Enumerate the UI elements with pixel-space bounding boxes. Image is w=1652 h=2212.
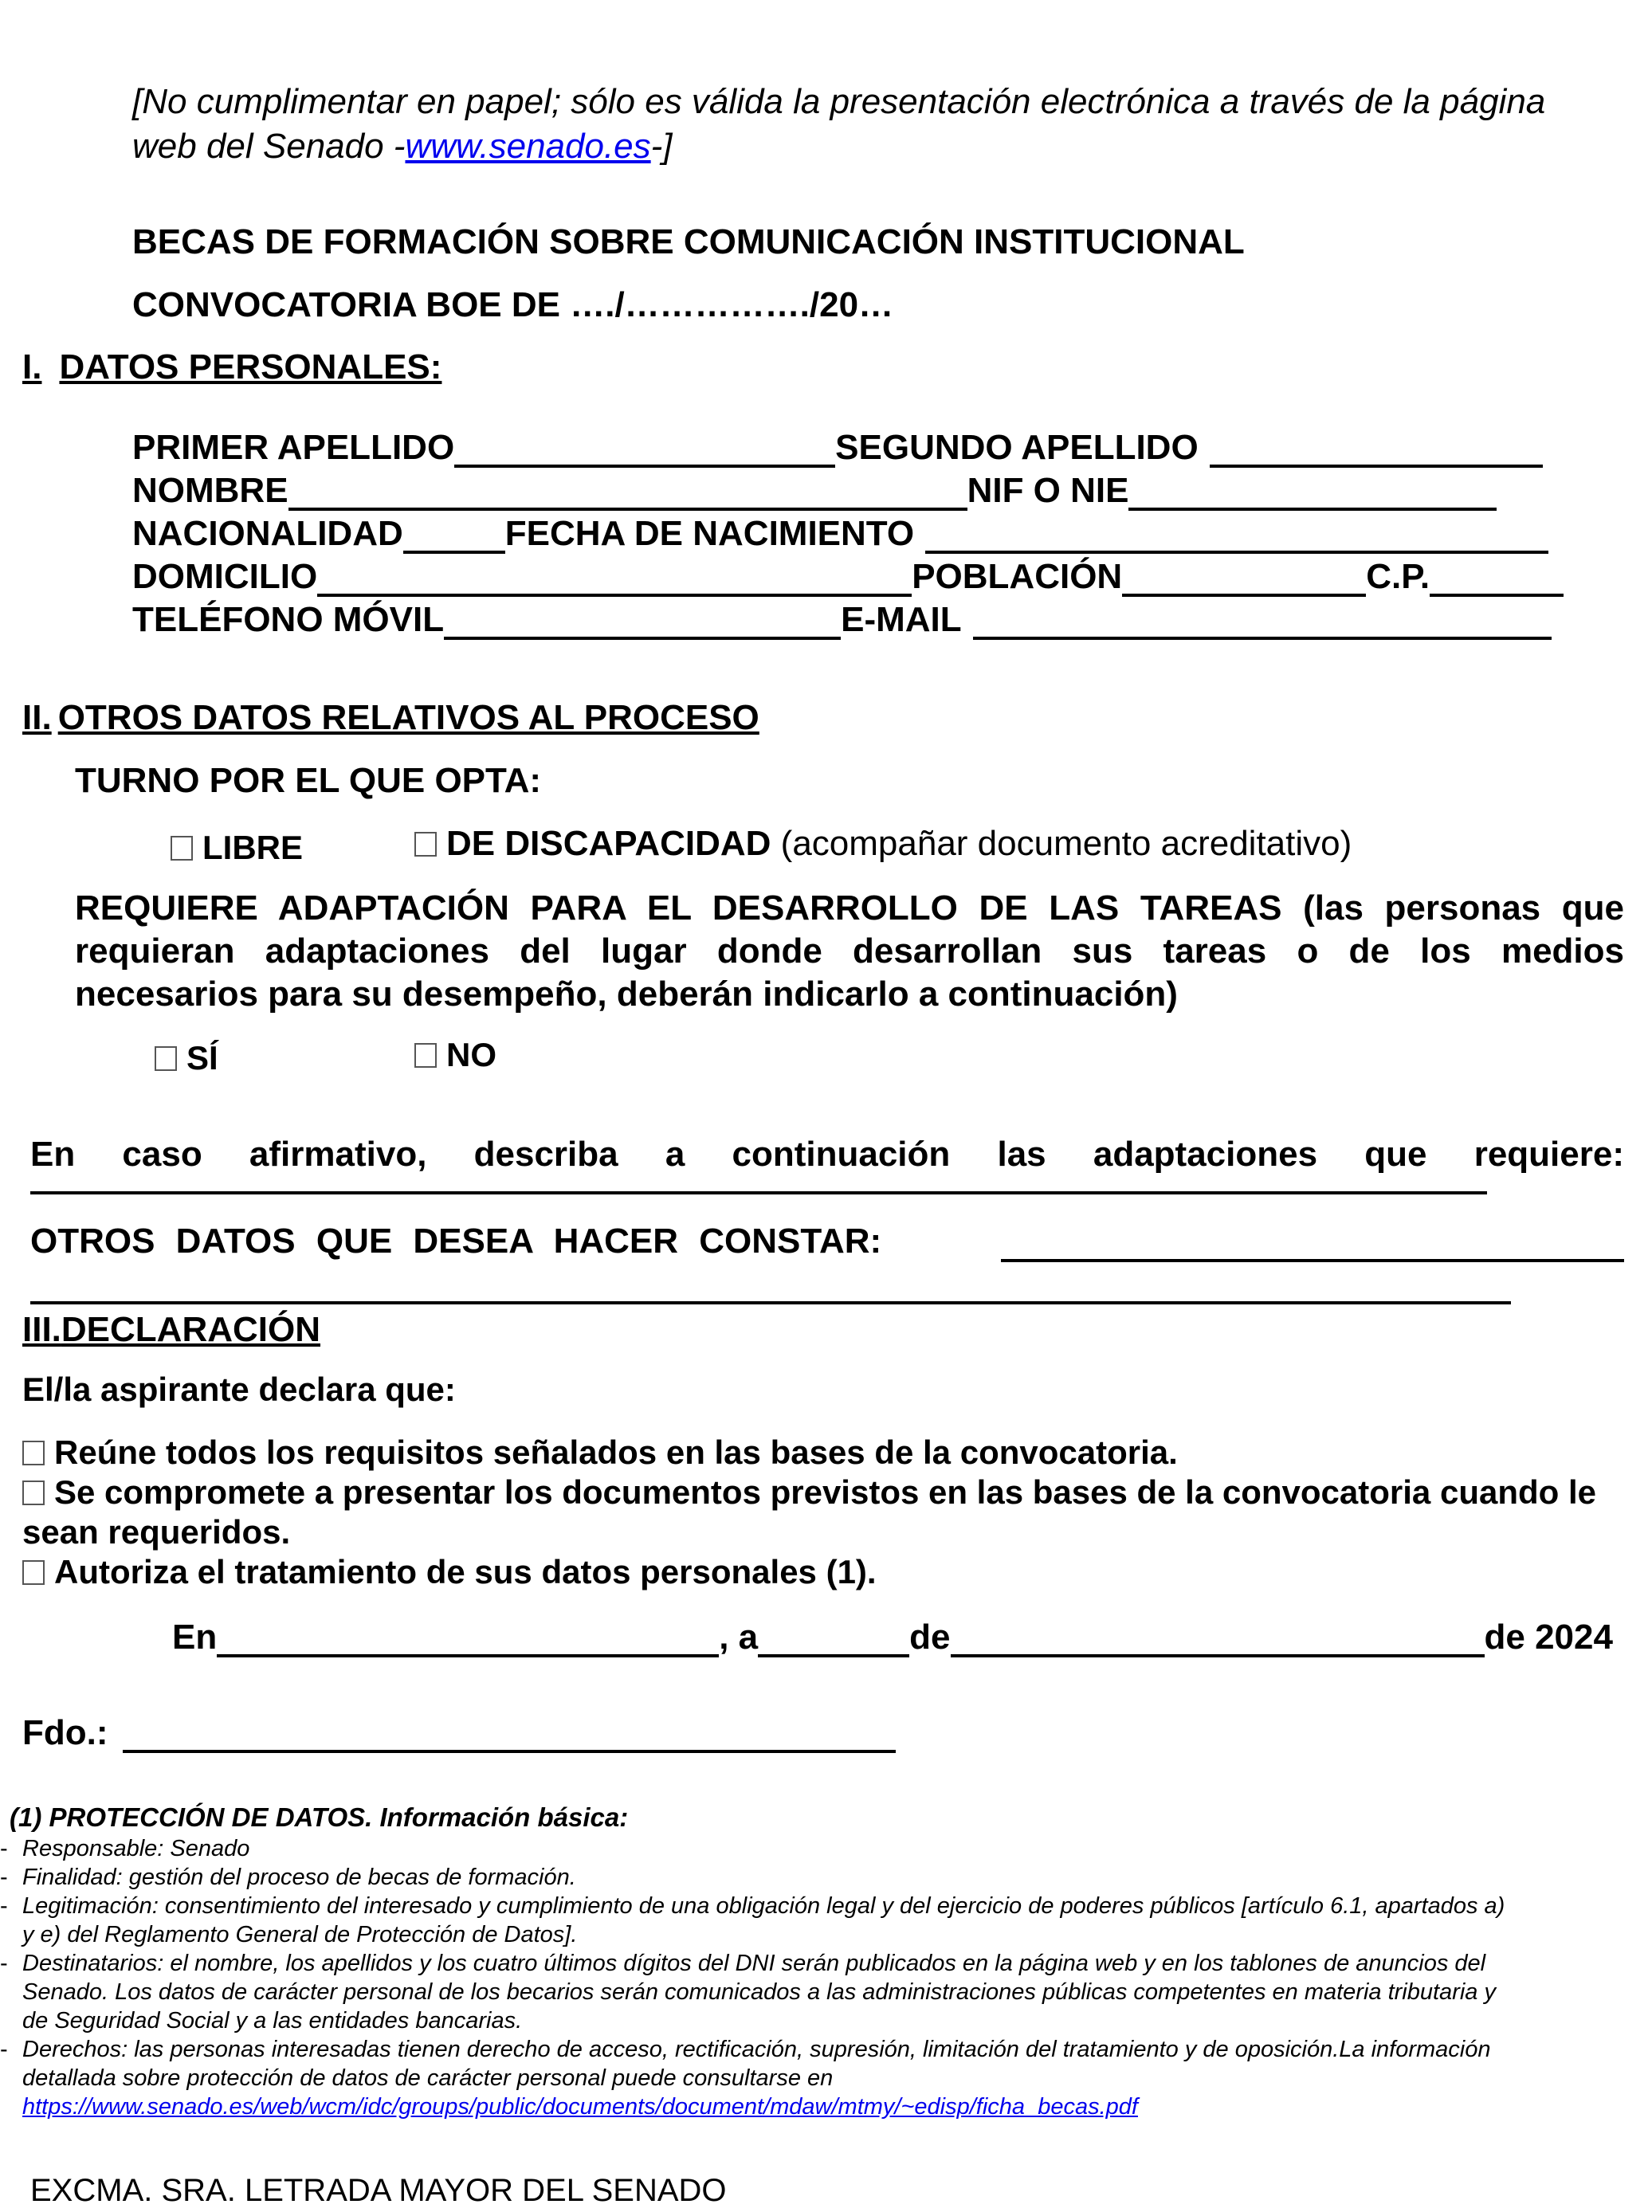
adaptacion-paragraph bbox=[75, 887, 1624, 1016]
de-year-label: de 2024 bbox=[1484, 1618, 1613, 1657]
nombre-label: NOMBRE bbox=[132, 471, 288, 510]
nacionalidad-field[interactable] bbox=[403, 520, 505, 554]
personal-data-block bbox=[132, 425, 1599, 640]
destinatarios-text-2: Senado. Los datos de carácter personal de los becarios serán comunicados a las administraciones públicas competentes en materia tributaria y bbox=[22, 1979, 1496, 2005]
responsable-text: Responsable: Senado bbox=[22, 1836, 250, 1861]
footnote-title: (1) PROTECCIÓN DE DATOS. Información básica: bbox=[10, 1802, 629, 1832]
declaracion-intro: El/la aspirante declara que: bbox=[22, 1371, 456, 1408]
otros-datos-field-2[interactable] bbox=[30, 1301, 1511, 1304]
ficha-becas-link[interactable]: https://www.senado.es/web/wcm/idc/groups/public/documents/document/mdaw/mtmy/~edisp/ficha_becas.pdf bbox=[22, 2094, 1138, 2120]
derechos-text-2: detallada sobre protección de datos de carácter personal puede consultarse en bbox=[22, 2065, 834, 2091]
si-option[interactable] bbox=[155, 1039, 218, 1077]
discapacidad-checkbox[interactable] bbox=[414, 832, 437, 857]
email-label: E-MAIL bbox=[841, 600, 962, 639]
legitimacion-text-2: y e) del Reglamento General de Protección de Datos]. bbox=[22, 1922, 578, 1947]
segundo-apellido-label: SEGUNDO APELLIDO bbox=[835, 428, 1199, 467]
firma-field[interactable] bbox=[123, 1720, 896, 1753]
intro-prefix: web del Senado - bbox=[132, 127, 406, 166]
declaracion-item-1[interactable] bbox=[22, 1433, 1648, 1473]
poblacion-field[interactable] bbox=[1122, 563, 1366, 597]
section-2-heading bbox=[22, 698, 759, 738]
libre-label: LIBRE bbox=[202, 829, 303, 866]
section-1-heading bbox=[22, 347, 441, 387]
adaptacion-line-3: necesarios para su desempeño, deberán indicarlo a continuación) bbox=[75, 975, 1178, 1014]
footnote-finalidad: - Finalidad: gestión del proceso de becas de formación. bbox=[0, 1865, 576, 1890]
intro-suffix: -] bbox=[650, 127, 673, 166]
turno-label: TURNO POR EL QUE OPTA: bbox=[75, 761, 542, 800]
poblacion-label: POBLACIÓN bbox=[912, 557, 1123, 596]
fecha-nacimiento-label: FECHA DE NACIMIENTO bbox=[504, 514, 915, 553]
discapacidad-note: (acompañar documento acreditativo) bbox=[780, 824, 1352, 863]
otros-datos-field[interactable] bbox=[1001, 1259, 1624, 1262]
section-3-number: III. bbox=[22, 1310, 61, 1349]
nombre-field[interactable] bbox=[288, 477, 967, 511]
item-1-text: Reúne todos los requisitos señalados en las bases de la convocatoria. bbox=[54, 1433, 1178, 1471]
otros-datos-label: OTROS DATOS QUE DESEA HACER CONSTAR: bbox=[30, 1222, 882, 1261]
adaptaciones-field[interactable] bbox=[30, 1191, 1487, 1194]
nacionalidad-label: NACIONALIDAD bbox=[132, 514, 403, 553]
legitimacion-text-1: Legitimación: consentimiento del interesado y cumplimiento de una obligación legal y del ejercicio de poderes públicos [artículo 6.1, apartados a) bbox=[22, 1893, 1505, 1919]
a-label: , a bbox=[719, 1618, 759, 1657]
intro-note bbox=[132, 80, 1545, 169]
destinatarios-text-1: Destinatarios: el nombre, los apellidos y los cuatro últimos dígitos del DNI serán publicados en la página web y en los tablones de anuncios del bbox=[22, 1951, 1486, 1976]
item-3-text: Autoriza el tratamiento de sus datos personales (1). bbox=[54, 1553, 877, 1590]
de-label: de bbox=[909, 1618, 951, 1657]
no-option[interactable] bbox=[414, 1036, 496, 1074]
discapacidad-label: DE DISCAPACIDAD bbox=[446, 824, 771, 863]
adaptacion-line-1: REQUIERE ADAPTACIÓN PARA EL DESARROLLO DE LAS TAREAS (las personas que bbox=[75, 888, 1624, 928]
nif-label: NIF O NIE bbox=[967, 471, 1129, 510]
fecha-nacimiento-field[interactable] bbox=[925, 520, 1548, 554]
finalidad-text: Finalidad: gestión del proceso de becas de formación. bbox=[22, 1865, 576, 1890]
dia-field[interactable] bbox=[758, 1624, 909, 1657]
intro-line-2 bbox=[132, 124, 1545, 169]
si-label: SÍ bbox=[186, 1039, 218, 1077]
cp-field[interactable] bbox=[1430, 563, 1564, 597]
libre-option[interactable] bbox=[171, 829, 303, 867]
item-3-checkbox[interactable] bbox=[22, 1560, 45, 1585]
convocatoria: CONVOCATORIA BOE DE …./……………./20… bbox=[132, 285, 894, 324]
item-2-checkbox[interactable] bbox=[22, 1481, 45, 1505]
section-3-heading bbox=[22, 1310, 320, 1350]
no-label: NO bbox=[446, 1036, 496, 1073]
item-1-checkbox[interactable] bbox=[22, 1441, 45, 1465]
footnote-legitimacion: - Legitimación: consentimiento del interesado y cumplimiento de una obligación legal y del ejercicio de poderes públicos [artículo 6.1, apartados a) bbox=[0, 1893, 1505, 1919]
nif-field[interactable] bbox=[1128, 477, 1497, 511]
senado-link[interactable]: www.senado.es bbox=[405, 127, 651, 166]
section-3-title: DECLARACIÓN bbox=[61, 1310, 321, 1349]
discapacidad-option[interactable] bbox=[414, 824, 1352, 864]
footnote-destinatarios: - Destinatarios: el nombre, los apellidos y los cuatro últimos dígitos del DNI serán publicados en la página web y en los tablones de anuncios del bbox=[0, 1951, 1486, 1976]
declaracion-list bbox=[22, 1433, 1648, 1592]
addressee: EXCMA. SRA. LETRADA MAYOR DEL SENADO bbox=[30, 2173, 727, 2208]
section-2-title: OTROS DATOS RELATIVOS AL PROCESO bbox=[57, 698, 759, 737]
lugar-fecha-row bbox=[172, 1614, 1616, 1657]
en-label: En bbox=[172, 1618, 218, 1657]
primer-apellido-field[interactable] bbox=[454, 434, 835, 468]
adaptacion-line-2: requieran adaptaciones del lugar donde desarrollan sus tareas o de los medios bbox=[75, 931, 1624, 971]
domicilio-field[interactable] bbox=[317, 563, 912, 597]
footnote-body bbox=[0, 1834, 1640, 2121]
derechos-text-1: Derechos: las personas interesadas tienen derecho de acceso, rectificación, supresión, limitación del tratamiento y de oposición.La información bbox=[22, 2037, 1491, 2062]
destinatarios-text-3: de Seguridad Social y a las entidades bancarias. bbox=[22, 2008, 523, 2034]
item-2-text: Se compromete a presentar los documentos previstos en las bases de la convocatoria cuando le bbox=[54, 1473, 1596, 1511]
domicilio-label: DOMICILIO bbox=[132, 557, 318, 596]
lugar-field[interactable] bbox=[217, 1624, 719, 1657]
section-1-title: DATOS PERSONALES: bbox=[59, 347, 442, 386]
declaracion-item-2-cont: sean requeridos. bbox=[22, 1513, 291, 1551]
intro-line-1: [No cumplimentar en papel; sólo es válida la presentación electrónica a través de la página bbox=[132, 82, 1546, 121]
cp-label: C.P. bbox=[1366, 557, 1430, 596]
document-title: BECAS DE FORMACIÓN SOBRE COMUNICACIÓN INSTITUCIONAL bbox=[132, 222, 1245, 261]
caso-afirmativo: En caso afirmativo, describa a continuación las adaptaciones que requiere: bbox=[30, 1135, 1624, 1174]
no-checkbox[interactable] bbox=[414, 1043, 437, 1068]
segundo-apellido-field[interactable] bbox=[1210, 434, 1543, 468]
section-2-number: II. bbox=[22, 698, 52, 737]
primer-apellido-label: PRIMER APELLIDO bbox=[132, 428, 455, 467]
footnote-derechos: - Derechos: las personas interesadas tienen derecho de acceso, rectificación, supresión, limitación del tratamiento y de oposición.La información bbox=[0, 2037, 1491, 2062]
si-checkbox[interactable] bbox=[155, 1046, 177, 1071]
declaracion-item-3[interactable] bbox=[22, 1552, 1648, 1592]
mes-field[interactable] bbox=[951, 1624, 1485, 1657]
fdo-label: Fdo.: bbox=[22, 1713, 108, 1752]
telefono-field[interactable] bbox=[444, 606, 841, 640]
libre-checkbox[interactable] bbox=[171, 836, 193, 861]
section-1-number: I. bbox=[22, 347, 42, 386]
footnote-responsable: - Responsable: Senado bbox=[0, 1836, 250, 1861]
firma-row bbox=[22, 1710, 896, 1753]
declaracion-item-2[interactable] bbox=[22, 1473, 1648, 1512]
email-field[interactable] bbox=[973, 606, 1552, 640]
telefono-label: TELÉFONO MÓVIL bbox=[132, 600, 445, 639]
